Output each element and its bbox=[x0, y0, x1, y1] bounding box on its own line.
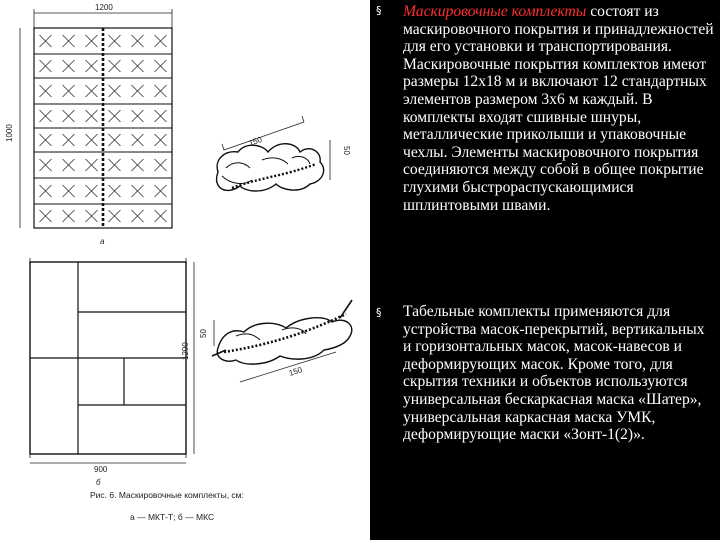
packed-bundle-a bbox=[217, 116, 351, 191]
net-cover-a bbox=[34, 28, 172, 228]
dim-right-height: 1200 bbox=[181, 342, 190, 360]
label-b: б bbox=[96, 478, 101, 487]
paragraph-composition bbox=[403, 3, 715, 214]
dim-bottom-width: 900 bbox=[94, 465, 108, 474]
dim-top-width: 1200 bbox=[95, 3, 113, 12]
term-camouflage-kits: Маскировочные комплекты bbox=[403, 3, 587, 20]
figure-caption-line1: Рис. 6. Маскировочные комплекты, см: bbox=[90, 490, 244, 500]
pack2-dim-short: 50 bbox=[199, 329, 208, 338]
pack1-dim-long: 150 bbox=[247, 134, 264, 148]
bullet-2: § bbox=[376, 306, 382, 319]
figure-caption-line2: а — МКТ-Т; б — МКС bbox=[130, 512, 215, 522]
packed-bundle-b bbox=[199, 300, 352, 382]
paragraph-standard-kits: Табельные комплекты применяются для устройства масок-перекрытий, вертикальных и горизонтальных масок, масок-навесов и деформирующих масок. Кроме того, для скрытия техники и объектов используются универсальная бескаркасная маска «Шатер», универсальная каркасная маска УМК, деформирующие маски «Зонт-1(2)». bbox=[403, 303, 705, 444]
bullet-1: § bbox=[376, 4, 382, 17]
pack2-dim-long: 150 bbox=[287, 365, 304, 378]
dim-left-height: 1000 bbox=[5, 124, 14, 142]
pack1-dim-short: 50 bbox=[342, 146, 351, 155]
paragraph-1-body: состоят из маскировочного покрытия и принадлежностей для его установки и транспортирования. Маскировочные покрытия комплектов имеют размеры 12x18 м и включают 12 стандартных элементов размером 3x6 м каждый. В комплекты входят сшивные шнуры, металлические приколыши и упаковочные чехлы. Элементы маскировочного покрытия соединяются между собой в общее покрытие глухими быстрораспускающимися шплинтовыми швами. bbox=[403, 3, 714, 214]
cover-layout-b bbox=[30, 262, 186, 454]
label-a: а bbox=[100, 237, 105, 246]
text-panel bbox=[370, 0, 720, 540]
